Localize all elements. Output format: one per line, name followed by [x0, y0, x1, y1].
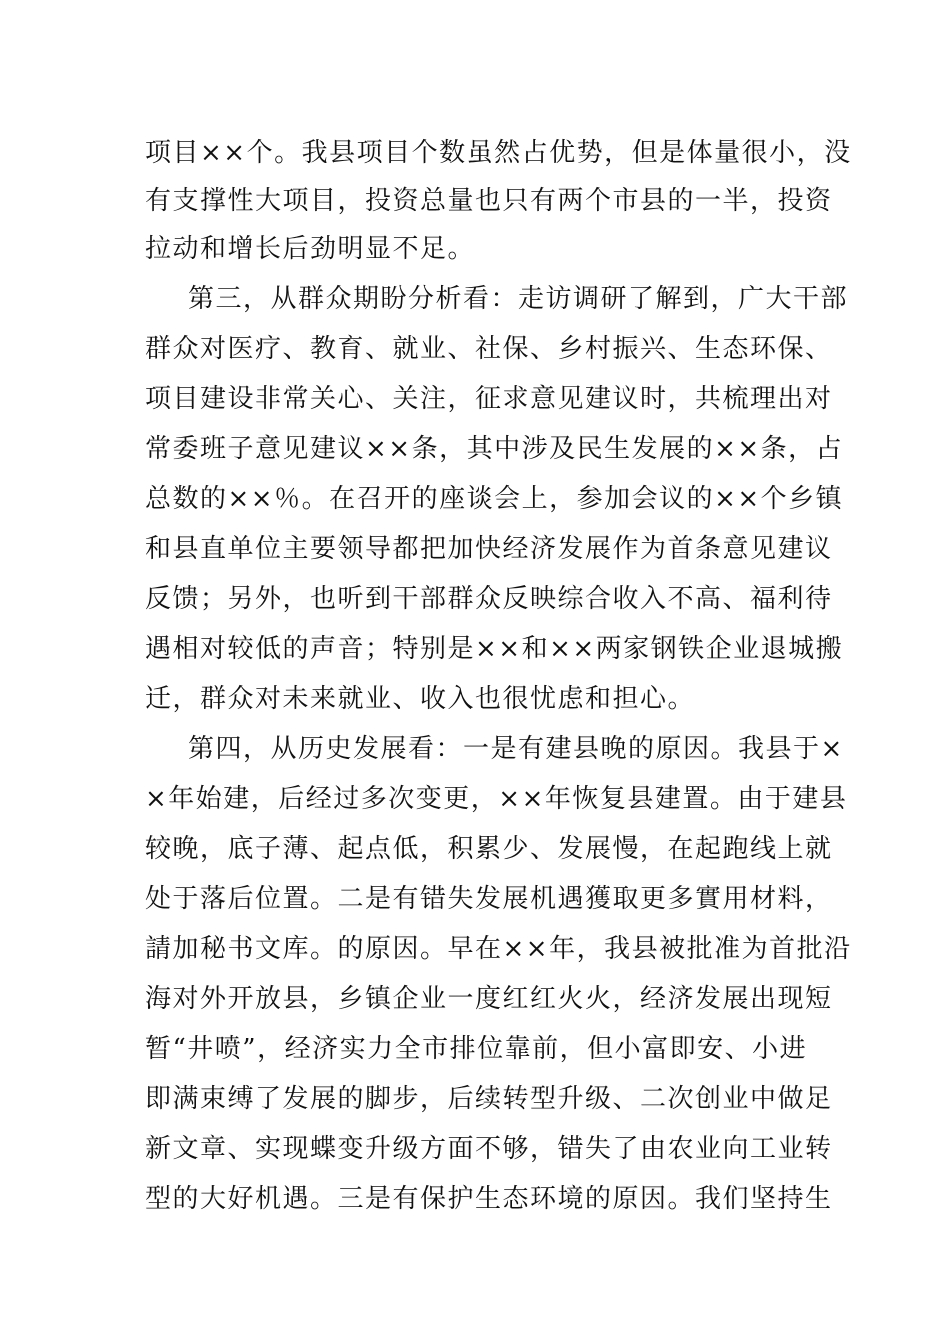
text-line: 拉动和增长后劲明显不足。 [145, 234, 476, 264]
text-line: 常委班子意见建议××条，其中涉及民生发展的××条，占 [145, 434, 844, 464]
text-line: 遇相对较低的声音；特别是××和××两家钢铁企业退城搬 [145, 634, 844, 664]
text-line: 反馈；另外，也听到干部群众反映综合收入不高、福利待 [145, 584, 833, 614]
text-line: 即满束缚了发展的脚步，后续转型升级、二次创业中做足 [145, 1084, 833, 1114]
text-line: 有支撑性大项目，投资总量也只有两个市县的一半，投资 [145, 186, 833, 216]
text-line: 较晚，底子薄、起点低，积累少、发展慢，在起跑线上就 [145, 834, 833, 864]
text-line: 型的大好机遇。三是有保护生态环境的原因。我们坚持生 [145, 1184, 833, 1214]
text-line: 群众对医疗、教育、就业、社保、乡村振兴、生态环保、 [145, 334, 833, 364]
text-line: 和县直单位主要领导都把加快经济发展作为首条意见建议 [145, 534, 833, 564]
text-line: 海对外开放县，乡镇企业一度红红火火，经济发展出现短 [145, 984, 833, 1014]
paragraph-start-line: 第四，从历史发展看：一是有建县晚的原因。我县于× [188, 734, 844, 764]
text-line: 项目××个。我县项目个数虽然占优势，但是体量很小，没 [145, 138, 852, 168]
text-line: 新文章、实现蝶变升级方面不够，错失了由农业向工业转 [145, 1134, 833, 1164]
text-line: 請加秘书文库。的原因。早在××年，我县被批准为首批沿 [145, 934, 852, 964]
text-line: ×年始建，后经过多次变更，××年恢复县建置。由于建县 [145, 784, 848, 814]
text-line: 总数的××％。在召开的座谈会上，参加会议的××个乡镇 [145, 484, 844, 514]
text-line: 处于落后位置。二是有错失发展机遇獲取更多實用材料， [145, 884, 833, 914]
text-line: 迁，群众对未来就业、收入也很忧虑和担心。 [145, 684, 696, 714]
text-line: 项目建设非常关心、关注，征求意见建议时，共梳理出对 [145, 384, 833, 414]
text-line: 暂“井喷”，经济实力全市排位靠前，但小富即安、小进 [145, 1034, 808, 1064]
paragraph-start-line: 第三，从群众期盼分析看：走访调研了解到，广大干部 [188, 284, 849, 314]
